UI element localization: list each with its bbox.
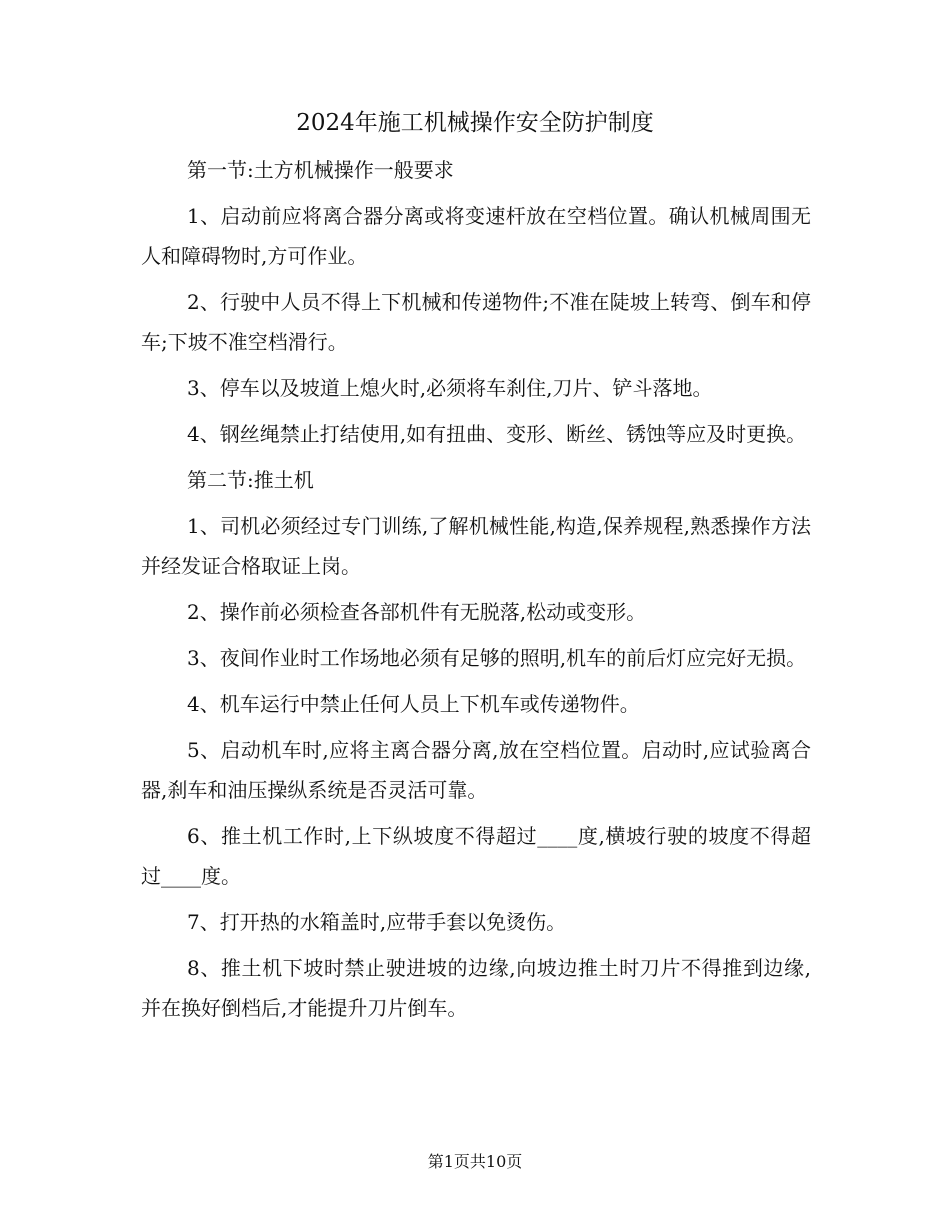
paragraph: 5、启动机车时,应将主离合器分离,放在空档位置。启动时,应试验离合器,刹车和油压操纵系统是否灵活可靠。 (141, 738, 811, 802)
section-heading: 第一节:土方机械操作一般要求 (187, 158, 454, 182)
document-body (141, 150, 811, 1034)
paragraph: 4、机车运行中禁止任何人员上下机车或传递物件。 (187, 692, 640, 716)
paragraph: 7、打开热的水箱盖时,应带手套以免烫伤。 (187, 910, 567, 934)
paragraph: 3、夜间作业时工作场地必须有足够的照明,机车的前后灯应完好无损。 (187, 646, 807, 670)
paragraph: 8、推土机下坡时禁止驶进坡的边缘,向坡边推土时刀片不得推到边缘,并在换好倒档后,才能提升刀片倒车。 (141, 956, 811, 1020)
paragraph: 2、操作前必须检查各部机件有无脱落,松动或变形。 (187, 600, 647, 624)
paragraph: 4、钢丝绳禁止打结使用,如有扭曲、变形、断丝、锈蚀等应及时更换。 (187, 422, 807, 446)
section-heading: 第二节:推土机 (187, 468, 314, 492)
paragraph: 1、启动前应将离合器分离或将变速杆放在空档位置。确认机械周围无人和障碍物时,方可作业。 (141, 204, 811, 268)
paragraph: 3、停车以及坡道上熄火时,必须将车刹住,刀片、铲斗落地。 (187, 376, 713, 400)
paragraph: 1、司机必须经过专门训练,了解机械性能,构造,保养规程,熟悉操作方法并经发证合格取证上岗。 (141, 514, 811, 578)
paragraph: 6、推土机工作时,上下纵坡度不得超过____度,横坡行驶的坡度不得超过____度。 (141, 824, 811, 888)
page-footer: 第1页共10页 (427, 1152, 523, 1171)
paragraph: 2、行驶中人员不得上下机械和传递物件;不准在陡坡上转弯、倒车和停车;下坡不准空档滑行。 (141, 290, 811, 354)
document-title: 2024年施工机械操作安全防护制度 (296, 110, 654, 136)
